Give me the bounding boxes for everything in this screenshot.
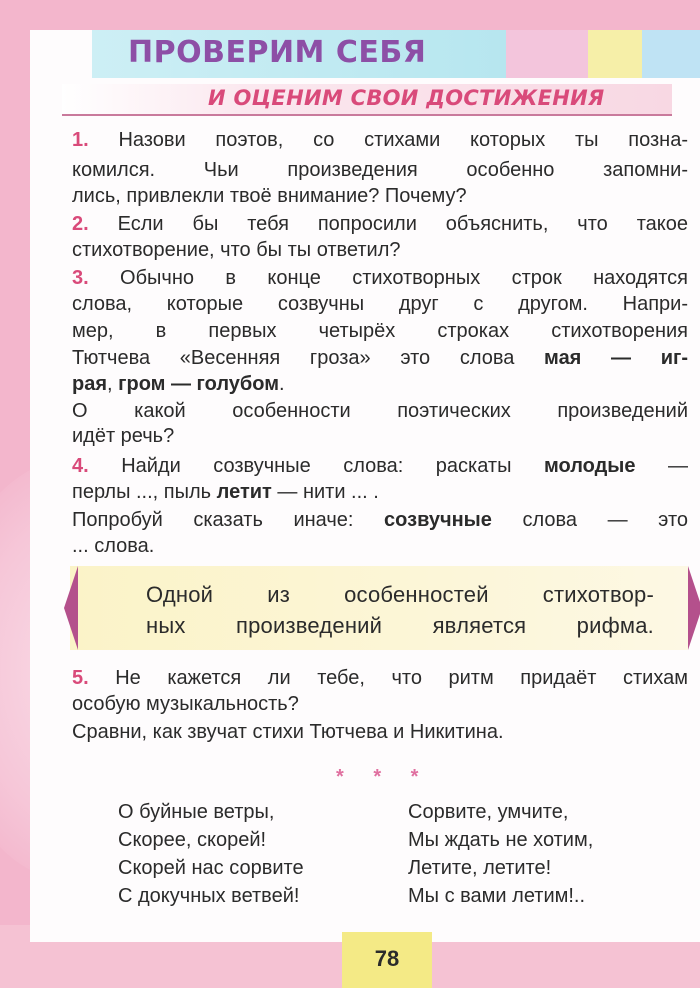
rule-line-1: Одной из особенностей стихотвор- [146,582,654,607]
poem-line: Скорей нас сорвите [118,857,304,879]
question-4-line-4: ... слова. [72,535,155,557]
question-4-line-2: перлы ..., пыль летит — нити ... . [72,481,379,503]
header-strip-yellow [588,30,648,78]
poem-line: О буйные ветры, [118,801,275,823]
question-4-number: 4. [72,455,89,477]
poem-right-stanza [408,798,593,910]
rule-line-2: ных произведений является рифма. [146,613,654,638]
header-strip-pink [506,30,594,78]
question-3-line-7: идёт речь? [72,425,175,447]
question-5-number: 5. [72,667,89,689]
poem-left-stanza [118,798,304,910]
poem-line: Мы ждать не хотим, [408,829,594,851]
question-3-line-1: 3. Обычно в конце стихотворных строк находятся [72,267,688,289]
poem-line: С докучных ветвей! [118,885,300,907]
question-1-number: 1. [72,129,89,151]
question-1-line-2: комился. Чьи произведения особенно запомни- [72,159,688,181]
question-3-line-6: О какой особенности поэтических произведений [72,400,688,422]
header-strip-blue [642,30,700,78]
question-5-line-2: особую музыкальность? [72,693,299,715]
question-3-line-5: рая, гром — голубом. [72,373,285,395]
page-subtitle: И ОЦЕНИМ СВОИ ДОСТИЖЕНИЯ [208,86,605,110]
question-3-number: 3. [72,267,89,289]
question-2-line-1: 2. Если бы тебя попросили объяснить, что такое [72,213,688,235]
question-3-line-2: слова, которые созвучны друг с другом. Напри- [72,293,688,315]
page-title: ПРОВЕРИМ СЕБЯ [128,35,427,70]
question-2-number: 2. [72,213,89,235]
poem-line: Скорее, скорей! [118,829,267,851]
question-5-line-3: Сравни, как звучат стихи Тютчева и Никитина. [72,721,504,743]
asterism-icon: * * * [336,766,431,788]
page-number: 78 [374,946,400,971]
question-1-line-3: лись, привлекли твоё внимание? Почему? [72,185,467,207]
question-3-line-4: Тютчева «Весенняя гроза» это слова мая — иг- [72,347,688,369]
question-5-line-1: 5. Не кажется ли тебе, что ритм придаёт стихам [72,667,688,689]
question-4-line-1: 4. Найди созвучные слова: раскаты молодые — [72,455,688,477]
poem-line: Мы с вами летим!.. [408,885,586,907]
question-1-line-1: 1. Назови поэтов, со стихами которых ты позна- [72,129,689,151]
poem-line: Сорвите, умчите, [408,801,569,823]
question-4-line-3: Попробуй сказать иначе: созвучные слова — это [72,509,689,531]
subtitle-underline [62,114,672,116]
question-2-line-2: стихотворение, что бы ты ответил? [72,239,401,261]
question-3-line-3: мер, в первых четырёх строках стихотворения [72,320,688,342]
poem-line: Летите, летите! [408,857,552,879]
